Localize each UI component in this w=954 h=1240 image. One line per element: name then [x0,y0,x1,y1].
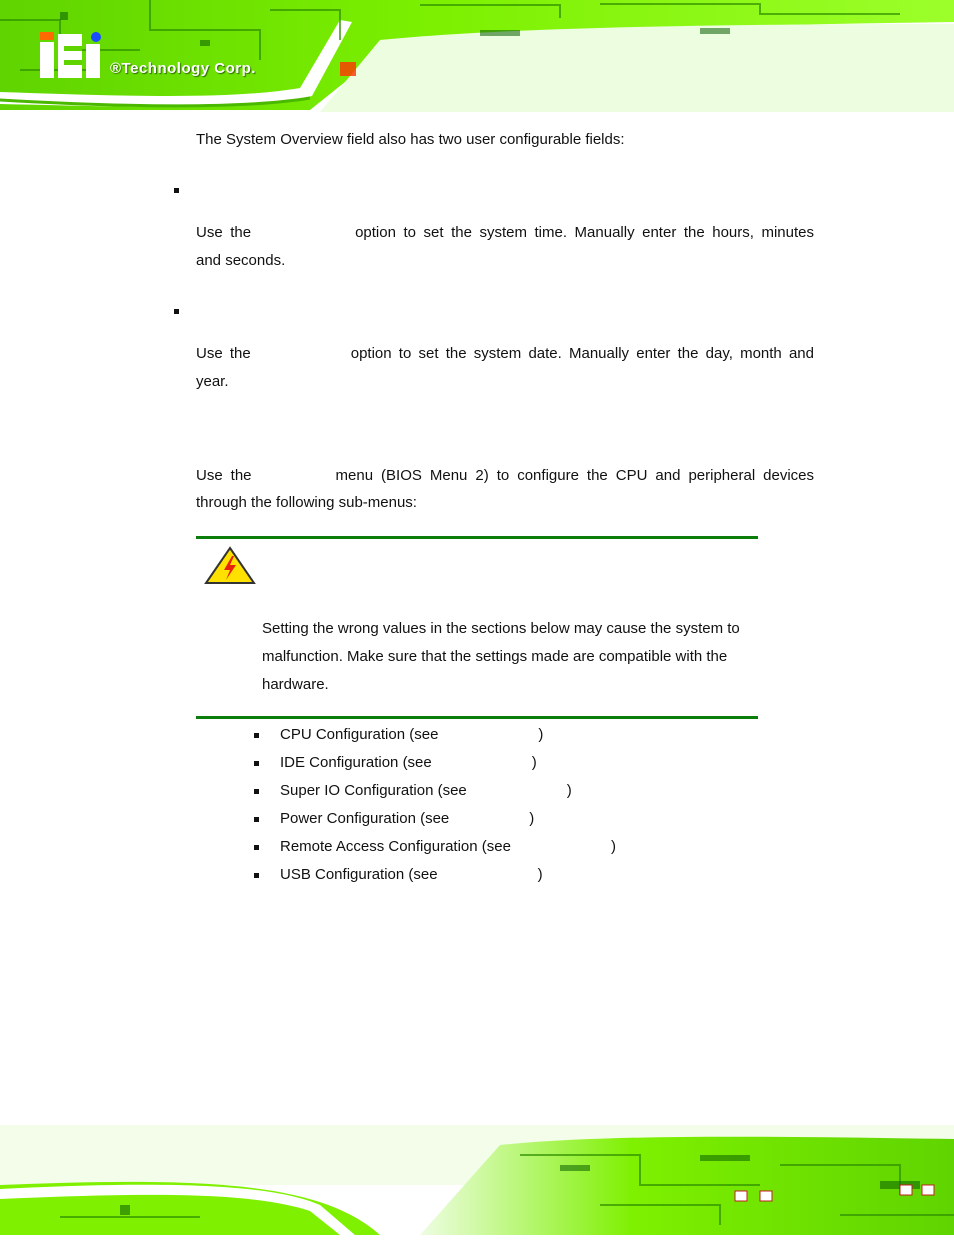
list-item: Remote Access Configuration (see ) [254,834,616,862]
bullet [254,789,259,794]
list-item: Power Configuration (see ) [254,806,616,834]
bullet-system-time [174,188,179,193]
circuit-board-footer [0,1125,954,1235]
warning-text: Setting the wrong values in the sections below may cause the system to malfunction. Make sure that the settings made are compatible with the hardware. [262,620,740,693]
list-item: IDE Configuration (see ) [254,750,616,778]
bullet-system-date [174,309,179,314]
intro-paragraph: The System Overview field also has two user configurable fields: [196,131,625,148]
advanced-line2: through the following sub-menus: [196,494,417,511]
bullet [254,817,259,822]
iei-logo [40,32,101,78]
system-date-line1: Use the option to set the system date. Manually enter the day, month and [196,345,814,362]
list-item: Super IO Configuration (see ) [254,778,616,806]
page-header [0,0,954,112]
system-date-line2: year. [196,373,229,390]
page-footer [0,1125,954,1235]
circuit-board-banner [0,0,954,112]
list-item: USB Configuration (see ) [254,862,616,890]
bullet [254,845,259,850]
submenu-list [254,722,616,890]
system-time-line1: Use the option to set the system time. Manually enter the hours, minutes [196,224,814,241]
warning-triangle-icon [204,546,256,586]
warning-bottom-rule [196,716,758,719]
bullet [254,873,259,878]
warning-top-rule [196,536,758,539]
bullet [254,733,259,738]
advanced-line1: Use the menu (BIOS Menu 2) to configure the CPU and peripheral devices [196,467,814,484]
system-time-line2: and seconds. [196,252,286,269]
list-item: CPU Configuration (see ) [254,722,616,750]
company-name: ®Technology Corp. [110,60,256,77]
bullet [254,761,259,766]
